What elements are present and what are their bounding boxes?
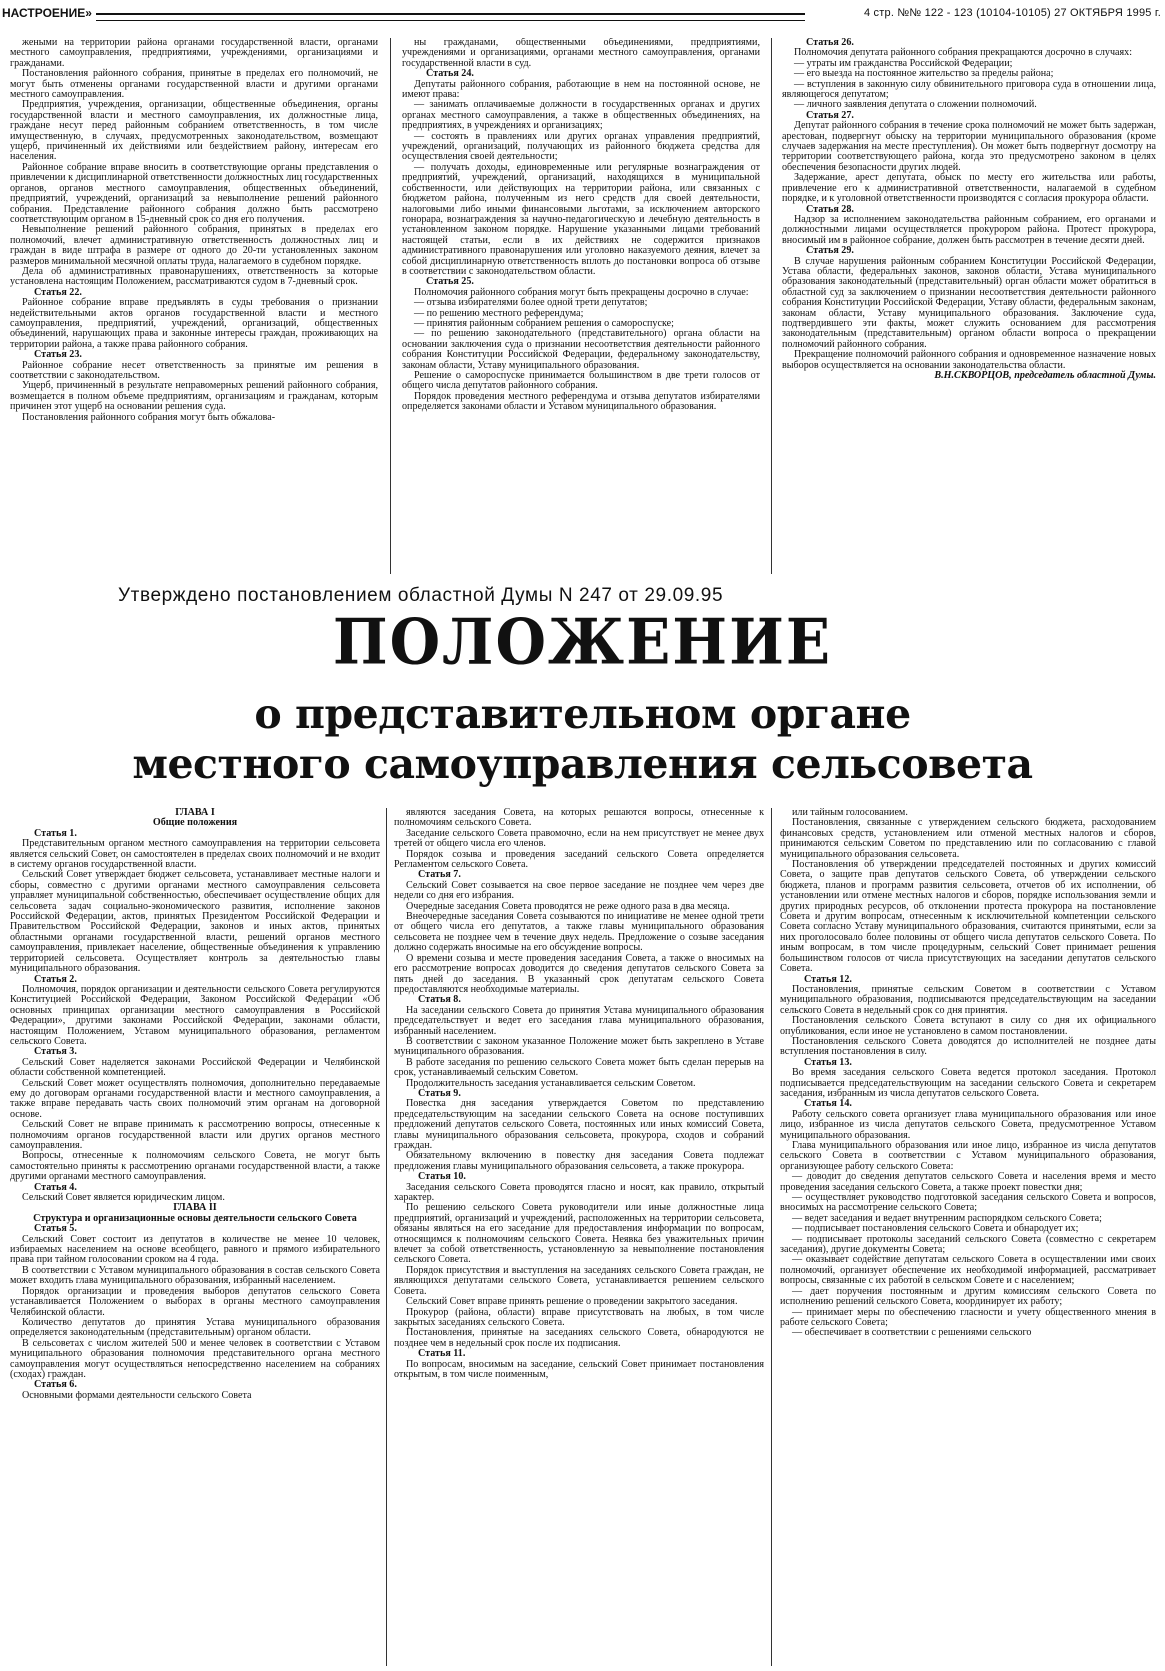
paragraph: Районное собрание вправе вносить в соответствующие органы представления о привлечении к дисциплинарной ответственности должностных лиц государственных органов, органов местного самоуправления, общественных объединений, предприятий, учреждений, организаций за невыполнение решений районного собрания. Представление районного собрания должно быть рассмотрено соответствующим органом в 15-дневный срок со дня его получения. <box>10 161 378 225</box>
paragraph: — утраты им гражданства Российской Федерации; <box>794 57 1013 69</box>
top-column-1 <box>10 38 378 574</box>
article-heading: Статья 3. <box>34 1046 77 1058</box>
article-heading: Статья 26. <box>806 38 854 48</box>
paragraph: Сельский Совет вправе принять решение о проведении закрытого заседания. <box>406 1296 738 1308</box>
paragraph: Внеочередные заседания Совета созываются по инициативе не менее одной трети от общего числа его депутатов, а также главы муниципального образования сельсовета не позднее чем в течение двух недель. Предложение о созыве заседания должно содержать вносимые на его обсуждение вопросы. <box>394 911 764 954</box>
paragraph: На заседании сельского Совета до принятия Устава муниципального образования председательствует и ведет его заседания глава муниципального образования, избранный населением. <box>394 1004 764 1037</box>
paragraph: Глава муниципального образования или иное лицо, избранное из числа депутатов сельского Совета в соответствии с Уставом муниципального образования, организующее работу сельского Совета: <box>780 1140 1156 1172</box>
paragraph: В случае нарушения районным собранием Конституции Российской Федерации, Устава области, федеральных законов, законов области, Устава муниципального образования законодательный (представительный) орган области может обратиться в областной суд за заключением о признании несоответствия деятельности районного собрания Конституции Российской Федерации, Уставу области, федеральным законам, законам области, Уставу муниципального образования. Заключение суда, подтвердившего эти факты, может служить основанием для рассмотрения законодательным (представительным) органом области вопроса о прекращении полномочий районного собрания. <box>782 255 1156 350</box>
paragraph: О времени созыва и месте проведения заседания Совета, а также о вносимых на его рассмотрение вопросах доводится до сведения депутатов сельского Совета за пять дней до заседания. В указанный срок депутатам сельского Совета предоставляются необходимые материалы. <box>394 952 764 995</box>
article-heading: Статья 24. <box>426 68 474 80</box>
paragraph: Работу сельского совета организует глава муниципального образования или иное лицо, избранное из числа депутатов сельского Совета, предусмотренное Уставом муниципального образования. <box>780 1108 1156 1141</box>
paragraph: Надзор за исполнением законодательства районным собранием, его органами и должностными лицами осуществляется прокурором района. Протест прокурора, вносимый им в районное собрание, должен быть рассмотрен в течение десяти дней. <box>782 213 1156 246</box>
article-heading: Статья 23. <box>34 349 82 361</box>
paragraph: — состоять в правлениях или других органах управления предприятий, учреждений, организаций, получающих из районного бюджета средства для осуществления своей деятельности; <box>402 130 760 163</box>
paragraph: Постановления, принятые сельским Советом в соответствии с Уставом муниципального образования, подписываются председательствующим на заседании сельского Совета в недельный срок со дня принятия. <box>780 983 1156 1016</box>
section-name: НАСТРОЕНИЕ» <box>2 6 92 20</box>
issue-info: 4 стр. №№ 122 - 123 (10104-10105) 27 ОКТЯБРЯ 1995 г. <box>863 7 1161 19</box>
paragraph: В соответствии с Уставом муниципального образования в состав сельского Совета может входить глава муниципального образования, избранный населением. <box>10 1264 380 1287</box>
paragraph: Ущерб, причиненный в результате неправомерных решений районного собрания, возмещается в полном объеме предприятиям, организациям и гражданам, которым причинен этот ущерб на основании решения суда. <box>10 380 378 413</box>
paragraph: Представительным органом местного самоуправления на территории сельсовета является сельский Совет, он самостоятелен в пределах своих полномочий и не входит в систему органов государственной власти. <box>10 838 380 871</box>
paragraph: Обязательному включению в повестку дня заседания Совета подлежат предложения главы муниципального образования сельсовета, а также прокурора. <box>394 1150 764 1172</box>
article-heading: Статья 28. <box>806 203 854 215</box>
paragraph: По вопросам, вносимым на заседание, сельский Совет принимает постановления открытым, в том числе поименным, <box>394 1358 764 1380</box>
paragraph: — принятия районным собранием решения о самороспуске; <box>414 317 674 329</box>
paragraph: Полномочия депутата районного собрания прекращаются досрочно в случаях: <box>794 47 1133 59</box>
paragraph: Сельский Совет состоит из депутатов в количестве не менее 10 человек, избираемых населением на основе всеобщего, равного и прямого избирательного права при тайном голосовании сроком на 4 года. <box>10 1233 380 1266</box>
paragraph: В работе заседания по решению сельского Совета может быть сделан перерыв на срок, устанавливаемый сельским Советом. <box>394 1056 764 1079</box>
paragraph: Заседание сельского Совета правомочно, если на нем присутствует не менее двух третей от общего числа его членов. <box>394 827 764 850</box>
paragraph: Порядок присутствия и выступления на заседаниях сельского Совета граждан, не являющихся депутатами сельского Совета, устанавливается решением сельского Совета. <box>394 1264 764 1297</box>
paragraph: Очередные заседания Совета проводятся не реже одного раза в два месяца. <box>406 900 730 912</box>
article-heading: Статья 5. <box>34 1223 77 1235</box>
paragraph: Порядок проведения местного референдума и отзыва депутатов избирателями определяется законами области и Уставом муниципального образования. <box>402 390 760 413</box>
paragraph: Полномочия районного собрания могут быть прекращены досрочно в случае: <box>414 286 749 298</box>
paragraph: — вступления в законную силу обвинительного приговора суда в отношении лица, являющегося депутатом; <box>782 78 1156 101</box>
paragraph: — по решению местного референдума; <box>414 307 584 319</box>
bottom-column-2 <box>394 808 764 1666</box>
paragraph: Сельский Совет созывается на свое первое заседание не позднее чем через две недели со дня его избрания. <box>394 879 764 902</box>
paragraph: — обеспечивает в соответствии с решениями сельского <box>792 1327 1032 1339</box>
paragraph: В сельсоветах с числом жителей 500 и менее человек в соответствии с Уставом муниципального образования полномочия представительного органа местного самоуправления могут осуществляться непосредственно населением на собраниях (сходах) граждан. <box>10 1337 380 1380</box>
paragraph: Заседания сельского Совета проводятся гласно и носят, как правило, открытый характер. <box>394 1181 764 1204</box>
paragraph: жеными на территории района органами государственной власти, органами местного самоуправления, предприятиями, учреждениями, организациями и гражданами. <box>10 38 378 69</box>
paragraph: Сельский Совет является юридическим лицом. <box>22 1192 225 1204</box>
paragraph: Предприятия, учреждения, организации, общественные объединения, органы государственной власти и местного самоуправления, их должностные лица, граждане несут перед районным собранием ответственность, в том числе имущественную, в случаях, предусмотренных законодательством, возмещают ущерб, причиненный их действиями или бездействием району, интересам его населения. <box>10 99 378 163</box>
paragraph: Сельский Совет не вправе принимать к рассмотрению вопросы, отнесенные к полномочиям органов государственной власти или других органов местного самоуправления. <box>10 1119 380 1151</box>
article-heading: Статья 11. <box>418 1348 466 1360</box>
paragraph: Постановления, принятые на заседаниях сельского Совета, обнародуются не позднее чем в недельный срок после их подписания. <box>394 1327 764 1349</box>
chapter-heading: ГЛАВА I <box>175 808 215 818</box>
paragraph: Прекращение полномочий районного собрания и одновременное назначение новых выборов осуществляется на основании законодательства области. <box>782 349 1156 371</box>
article-heading: Статья 4. <box>34 1181 77 1193</box>
article-heading: Статья 29. <box>806 245 854 257</box>
article-heading: Статья 22. <box>34 286 82 298</box>
paragraph: Прокурор (района, области) вправе присутствовать на любых, в том числе закрытых заседаниях сельского Совета. <box>394 1306 764 1328</box>
paragraph: Полномочия, порядок организации и деятельности сельского Совета регулируются Конституцией Российской Федерации, Законом Российской Федерации «Об основных принципах организации местного самоуправления в Российской Федерации», другими законами Российской Федерации, законами области, настоящим Положением, Уставом муниципального образования, регламентом сельского Совета. <box>10 983 380 1047</box>
document-title: ПОЛОЖЕНИЕ <box>332 605 833 679</box>
paragraph: Задержание, арест депутата, обыск по месту его жительства или работы, привлечение его к административной ответственности, налагаемой в судебном порядке, и к уголовной ответственности производятся с согласия прокурора области. <box>782 172 1156 205</box>
article-heading: Статья 9. <box>418 1087 461 1099</box>
document-subtitle-line-2: местного самоуправления сельсовета <box>132 740 1033 788</box>
paragraph: — по решению законодательного (представительного) органа области на основании заключения суда о признании несоответствия деятельности районного собрания Конституции Российской Федерации, федеральному законодательству, законам области, Уставу муниципального образования. <box>402 328 760 371</box>
paragraph: Районное собрание вправе предъявлять в суды требования о признании недействительными актов органов государственной власти и местного самоуправления, предприятий, учреждений, организаций, общественных объединений, нарушающих права и законные интересы граждан, проживающих на территории района, а также права районного собрания. <box>10 297 378 350</box>
paragraph: — личного заявления депутата о сложении полномочий. <box>794 99 1037 111</box>
document-subtitle-line-1: о представительном органе <box>254 690 911 738</box>
article-heading: Статья 25. <box>426 276 474 288</box>
paragraph: — получать доходы, единовременные или регулярные вознаграждения от предприятий, учреждений, организаций, находящихся в муниципальной собственности, или действующих на территории района, или связанных с бюджетом района, полученным из него средств для своей деятельности, налоговыми либо иными финансовыми льготами, за исключением авторского гонорара, вознаграждения за научно-педагогическую и лечебную деятельность в установленном законом порядке. Нарушение указанными лицами требований настоящей статьи, если в их действиях не содержится признаков административного правонарушения или уголовно наказуемого деяния, влечет за собой дисциплинарную ответственность вплоть до постановки вопроса об отзыве в соответствии с законодательством области. <box>402 161 760 277</box>
paragraph: Порядок созыва и проведения заседаний сельского Совета определяется Регламентом сельского Совета. <box>394 848 764 871</box>
paragraph: Основными формами деятельности сельского Совета <box>22 1389 252 1401</box>
approval-note: Утверждено постановлением областной Думы N 247 от 29.09.95 <box>118 585 724 606</box>
article-heading: Статья 12. <box>804 973 852 985</box>
paragraph: Порядок организации и проведения выборов депутатов сельского Совета устанавливается Положением о выборах в органы местного самоуправления Челябинской области. <box>10 1285 380 1318</box>
paragraph: — ведет заседания и ведает внутренним распорядком сельского Совета; <box>792 1212 1102 1224</box>
top-column-3 <box>782 38 1156 574</box>
paragraph: — подписывает протоколы заседаний сельского Совета (совместно с секретарем заседания), другие документы Совета; <box>780 1233 1156 1256</box>
bottom-column-3 <box>780 808 1156 1666</box>
paragraph: Количество депутатов до принятия Устава муниципального образования определяется законодательным (представительным) органом области. <box>10 1316 380 1339</box>
paragraph: — дает поручения постоянным и другим комиссиям сельского Совета по исполнению решений сельского Совета, координирует их работу; <box>780 1285 1156 1308</box>
top-column-2 <box>402 38 760 574</box>
paragraph: — его выезда на постоянное жительство за пределы района; <box>794 68 1054 80</box>
column-divider <box>771 808 772 1666</box>
paragraph: Районное собрание несет ответственность за принятые им решения в соответствии с законодательством. <box>10 359 378 381</box>
paragraph: Депутаты районного собрания, работающие в нем на постоянной основе, не имеют права: <box>402 78 760 101</box>
paragraph: Продолжительность заседания устанавливается сельским Советом. <box>406 1077 696 1089</box>
paragraph: — занимать оплачиваемые должности в государственных органах и других органах местного самоуправления, а также в общественных объединениях, на предприятиях, в учреждениях и организациях; <box>402 99 760 132</box>
paragraph: Постановления, связанные с утверждением сельского бюджета, расходованием финансовых средств, установлением или отменой местных налогов и сборов, принимаются сельским Советом по представлению или по согласованию с главой муниципального образования сельсовета. <box>780 817 1156 860</box>
article-heading: Статья 27. <box>806 109 854 121</box>
paragraph: Повестка дня заседания утверждается Советом по представлению председательствующим на заседании сельского Совета на основе поступивших предложений депутатов сельского Совета, постоянных или иных комиссий Совета, главы муниципального образования сельсовета, прокурора, сходов и собраний граждан. <box>394 1098 764 1151</box>
paragraph: В соответствии с законом указанное Положение может быть закреплено в Уставе муниципального образования. <box>394 1035 764 1058</box>
article-heading: Статья 13. <box>804 1056 852 1068</box>
paragraph: Во время заседания сельского Совета ведется протокол заседания. Протокол подписывается председательствующим на заседании сельского Совета и секретарем заседания, избранным из числа депутатов сельского Совета. <box>780 1067 1156 1099</box>
paragraph: являются заседания Совета, на которых решаются вопросы, отнесенные к полномочиям сельского Совета. <box>394 808 764 829</box>
paragraph: Постановления районного собрания, принятые в пределах его полномочий, не могут быть отменены органами государственной власти и другими органами местного самоуправления. <box>10 68 378 101</box>
bottom-column-1 <box>10 808 380 1666</box>
paragraph: Решение о самороспуске принимается большинством в две трети голосов от общего числа депутатов районного собрания. <box>402 370 760 392</box>
chapter-heading: ГЛАВА II <box>173 1202 217 1214</box>
paragraph: — осуществляет руководство подготовкой заседания сельского Совета и вопросов, вносимых на рассмотрение сельского Совета; <box>780 1192 1156 1214</box>
column-divider <box>771 38 772 574</box>
header-rule <box>96 13 805 21</box>
paragraph: — принимает меры по обеспечению гласности и учету общественного мнения в работе сельского Совета; <box>780 1306 1156 1328</box>
signature-line: В.Н.СКВОРЦОВ, председатель областной Думы. <box>934 370 1156 381</box>
article-heading: Статья 14. <box>804 1098 852 1110</box>
chapter-heading: Общие положения <box>152 817 238 829</box>
paragraph: — отзыва избирателями более одной трети депутатов; <box>414 297 648 309</box>
paragraph: Сельский Совет может осуществлять полномочия, дополнительно передаваемые ему до договорам органами государственной власти и местного самоуправления, а также вправе передавать часть своих полномочий этим органам на договорной основе. <box>10 1077 380 1120</box>
paragraph: Невыполнение решений районного собрания, принятых в пределах его полномочий, влечет административную ответственность должностных лиц и граждан в виде штрафа в размере от одного до 20-ти установленных законом размеров минимальной месячной оплаты труда, налагаемого в судебном порядке. <box>10 224 378 267</box>
paragraph: Депутат районного собрания в течение срока полномочий не может быть задержан, арестован, подвергнут обыску на территории муниципального образования (кроме случаев задержания на месте преступления). Он может быть подвергнут досмотру на территории соответствующего района, когда это предусмотрено законом в целях обеспечения безопасности других людей. <box>782 120 1156 173</box>
paragraph: Постановления сельского Совета доводятся до исполнителей не позднее даты вступления постановления в силу. <box>780 1035 1156 1058</box>
paragraph: Сельский Совет наделяется законами Российской Федерации и Челябинской области собственной компетенцией. <box>10 1056 380 1079</box>
article-heading: Статья 1. <box>34 827 77 839</box>
paragraph: — оказывает содействие депутатам сельского Совета в осуществлении ими своих полномочий, организует обеспечение их необходимой информацией, рассматривает вопросы, связанные с их работой в сельском Совете и с населением; <box>780 1254 1156 1287</box>
paragraph: или тайным голосованием. <box>792 808 908 818</box>
chapter-heading: Структура и организационные основы деятельности сельского Совета <box>33 1212 357 1224</box>
paragraph: ны гражданами, общественными объединениями, предприятиями, учреждениями и организациями, органами местного самоуправления, органами государственной власти в суд. <box>402 38 760 69</box>
paragraph: Дела об административных правонарушениях, ответственность за которые установлена настоящим Положением, рассматриваются судом в 7-дневный срок. <box>10 265 378 288</box>
paragraph: — подписывает постановления сельского Совета и обнародует их; <box>792 1223 1079 1235</box>
article-heading: Статья 7. <box>418 869 461 881</box>
paragraph: Постановления сельского Совета вступают в силу со дня их официального опубликования, если иное не установлено в самом постановлении. <box>780 1015 1156 1037</box>
column-divider <box>390 38 391 574</box>
paragraph: Постановления об утверждении председателей постоянных и других комиссий Совета, о защите прав депутатов сельского Совета, об утверждении сельского бюджета, планов и программ развития сельсовета, отчетов об их исполнении, об установлении или отмене местных налогов и сборов, порядке использования земли и других природных ресурсов, об отклонении протеста прокурора на постановление Совета и другим вопросам, отнесенным к исключительной компетенции сельского Совета согласно Уставу муниципального образования, считаются принятыми, если за них проголосовало более половины от общего числа депутатов сельского Совета. По иным вопросам, в том числе процедурным, сельский Совет принимает решения большинством голосов от числа присутствующих на заседании депутатов сельского Совета. <box>780 859 1156 975</box>
article-heading: Статья 8. <box>418 994 461 1006</box>
running-head <box>0 4 1165 30</box>
paragraph: Сельский Совет утверждает бюджет сельсовета, устанавливает местные налоги и сборы, совместно с другими органами местного самоуправления сельсовета управляет муниципальной собственностью, обеспечивает осуществление общих для сельсовета задач социально-экономического развития, исполнение законов Российской Федерации, актов, принятых Президентом Российской Федерации и Правительством Российской Федерации, законов и иных актов, принятых областными органами государственной власти, решений органов местного самоуправления, привлекает население, общественные объединения к управлению территорией сельсовета. Осуществляет контроль за деятельностью главы муниципального образования. <box>10 869 380 975</box>
paragraph: Постановления районного собрания могут быть обжалова- <box>22 411 276 423</box>
article-heading: Статья 6. <box>34 1379 77 1391</box>
paragraph: — доводит до сведения депутатов сельского Совета и населения время и место проведения заседания сельского Совета, а также проект повестки дня; <box>780 1171 1156 1193</box>
column-divider <box>386 808 387 1666</box>
article-heading: Статья 10. <box>418 1171 466 1183</box>
paragraph: По решению сельского Совета руководители или иные должностные лица предприятий, организаций и учреждений, расположенных на территории сельсовета, обязаны являться на его заседание для предоставления информации по вопросам, относящимся к полномочиям сельского Совета. Неявка без уважительных причин влечет за собой ответственность, установленную за невыполнение постановления сельского Совета. <box>394 1202 764 1266</box>
article-heading: Статья 2. <box>34 973 77 985</box>
paragraph: Вопросы, отнесенные к полномочиям сельского Совета, не могут быть самостоятельно приняты к рассмотрению органами государственной власти, а также другими органами местного самоуправления. <box>10 1150 380 1183</box>
